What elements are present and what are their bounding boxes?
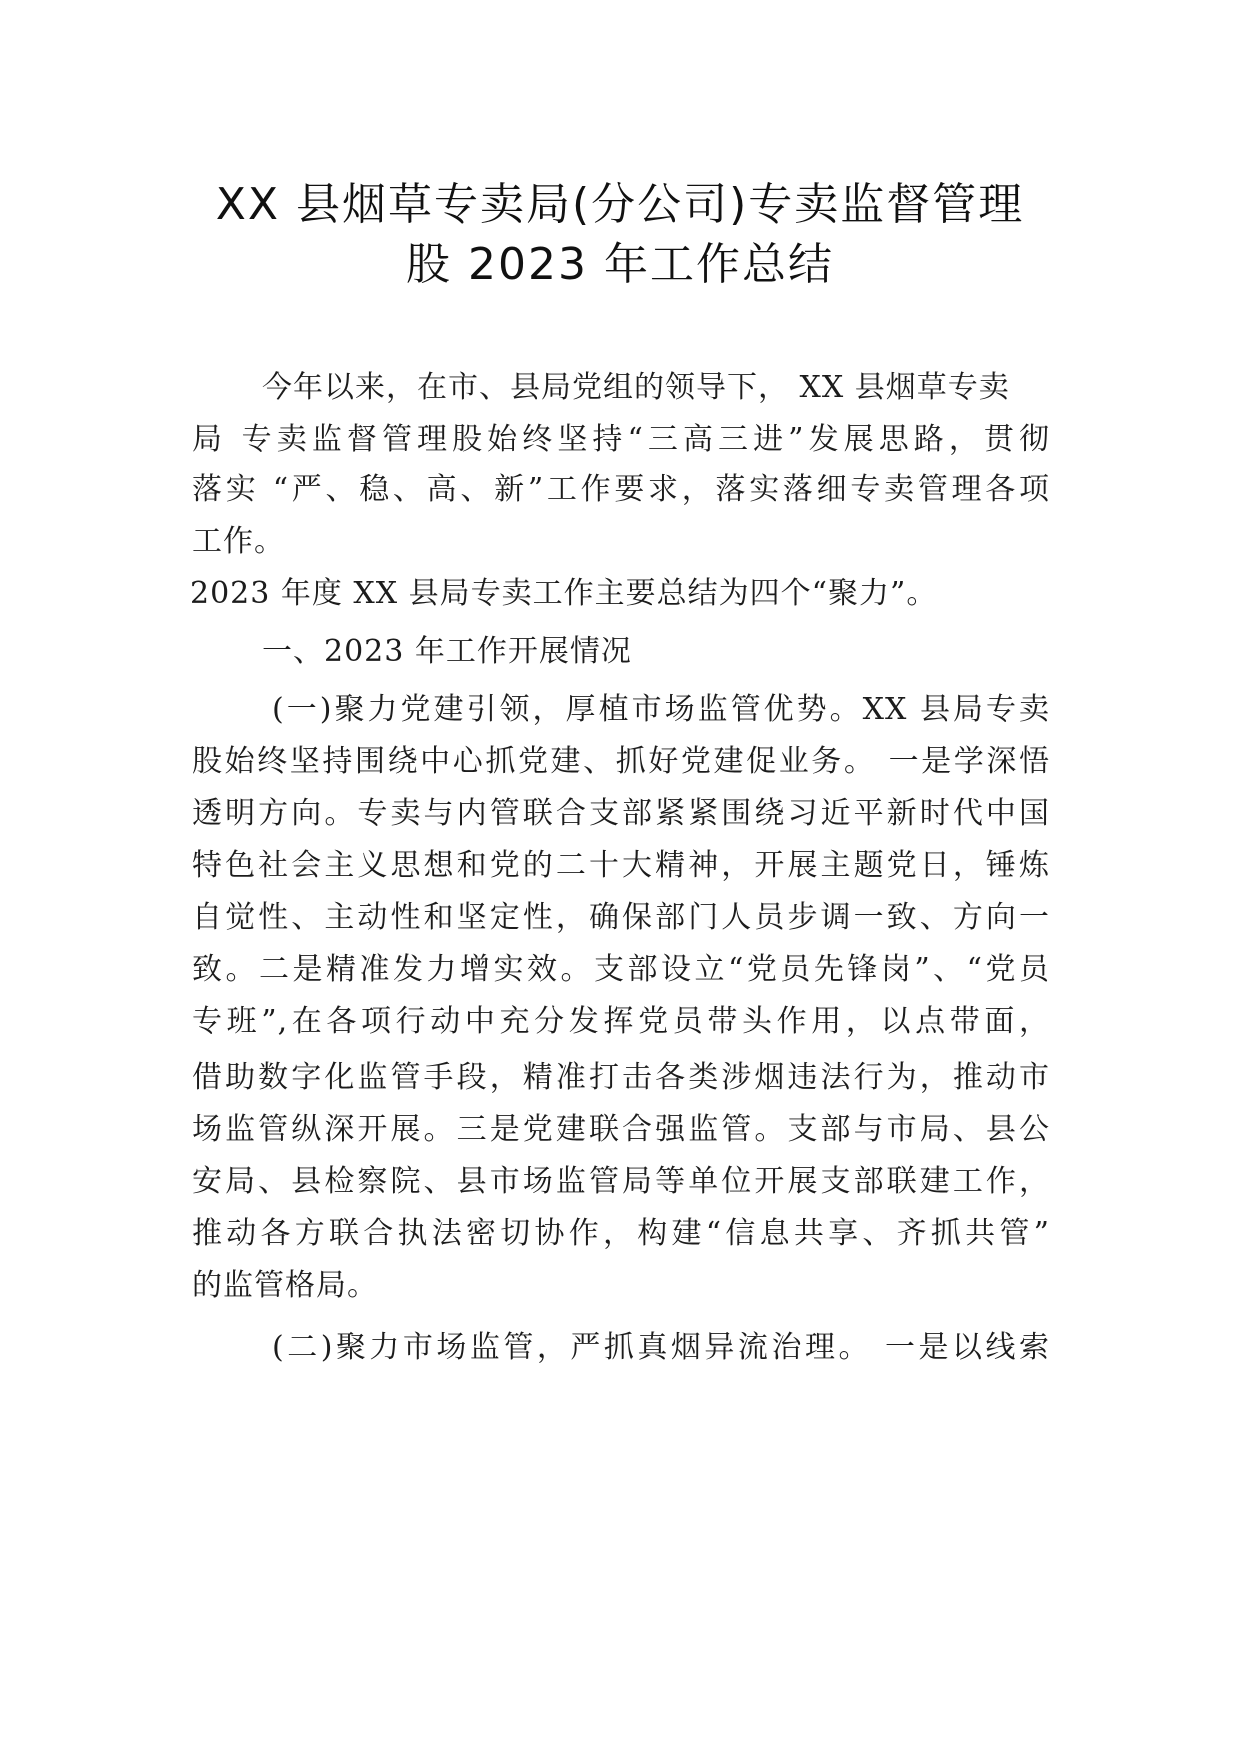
part1-line-8: 借助数字化监管手段，精准打击各类涉烟违法行为，推动市 [192,1060,1050,1095]
part1-line-4: 特色社会主义思想和党的二十大精神，开展主题党日，锤炼 [192,848,1050,883]
document-title-line-2: 股 2023 年工作总结 [406,239,834,290]
summary-line: 2023 年度 XX 县局专卖工作主要总结为四个“聚力”。 [190,576,938,611]
part1-line-10: 安局、县检察院、县市场监管局等单位开展支部联建工作， [192,1164,1050,1199]
part1-line-12: 的监管格局。 [192,1268,378,1303]
part1-line-9: 场监管纵深开展。三是党建联合强监管。支部与市局、县公 [192,1112,1050,1147]
part1-line-11: 推动各方联合执法密切协作，构建“信息共享、齐抓共管” [192,1216,1050,1251]
intro-line-2: 局 专卖监督管理股始终坚持“三高三进”发展思路，贯彻 [192,422,1050,457]
part1-line-6: 致。二是精准发力增实效。支部设立“党员先锋岗”、“党员 [192,952,1050,987]
part1-line-1: (一)聚力党建引领，厚植市场监管优势。XX 县局专卖 [272,692,1050,727]
intro-line-1: 今年以来，在市、县局党组的领导下， XX 县烟草专卖 [262,370,1010,405]
intro-line-3: 落实 “严、稳、高、新”工作要求，落实落细专卖管理各项 [192,472,1050,507]
part1-line-2: 股始终坚持围绕中心抓党建、抓好党建促业务。 一是学深悟 [192,744,1050,779]
part1-line-3: 透明方向。专卖与内管联合支部紧紧围绕习近平新时代中国 [192,796,1050,831]
section-heading: 一、2023 年工作开展情况 [262,634,632,669]
part1-line-5: 自觉性、主动性和坚定性，确保部门人员步调一致、方向一 [192,900,1050,935]
part1-line-7: 专班”,在各项行动中充分发挥党员带头作用，以点带面， [192,1004,1050,1039]
document-title-line-1: XX 县烟草专卖局(分公司)专卖监督管理 [215,179,1025,230]
intro-line-4: 工作。 [192,524,285,559]
part2-line-1: (二)聚力市场监管，严抓真烟异流治理。 一是以线索 [272,1330,1050,1365]
